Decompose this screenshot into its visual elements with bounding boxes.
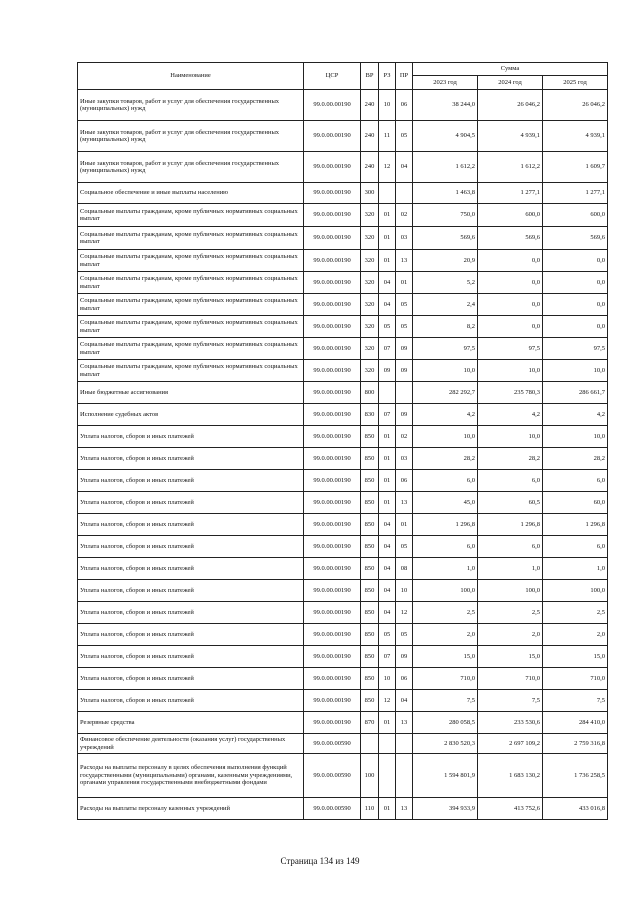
table-row (78, 426, 608, 448)
cell-name: Уплата налогов, сборов и иных платежей (78, 580, 304, 602)
cell-vr: 850 (361, 448, 379, 470)
cell-name: Резервные средства (78, 712, 304, 734)
cell-2024: 2,5 (478, 602, 543, 624)
table-row (78, 360, 608, 382)
cell-csr: 99.0.00.00590 (304, 754, 361, 798)
cell-2025: 10,0 (543, 426, 608, 448)
cell-name: Уплата налогов, сборов и иных платежей (78, 646, 304, 668)
table-row (78, 121, 608, 152)
cell-name: Уплата налогов, сборов и иных платежей (78, 448, 304, 470)
cell-csr: 99.0.00.00190 (304, 338, 361, 360)
cell-2023: 750,0 (413, 204, 478, 227)
cell-pr: 13 (396, 798, 413, 820)
cell-pr: 13 (396, 712, 413, 734)
cell-vr: 850 (361, 668, 379, 690)
cell-2024: 4 939,1 (478, 121, 543, 152)
cell-vr: 240 (361, 121, 379, 152)
cell-rz (379, 382, 396, 404)
table-row (78, 404, 608, 426)
cell-2024: 97,5 (478, 338, 543, 360)
cell-name: Уплата налогов, сборов и иных платежей (78, 668, 304, 690)
cell-csr: 99.0.00.00190 (304, 152, 361, 183)
cell-2025: 2,0 (543, 624, 608, 646)
cell-vr: 320 (361, 227, 379, 250)
table-row (78, 798, 608, 820)
cell-2023: 394 933,9 (413, 798, 478, 820)
header-pr: ПР (396, 63, 413, 90)
cell-vr: 240 (361, 152, 379, 183)
cell-vr: 850 (361, 492, 379, 514)
cell-csr: 99.0.00.00190 (304, 470, 361, 492)
cell-2024: 7,5 (478, 690, 543, 712)
cell-2025: 4 939,1 (543, 121, 608, 152)
cell-csr: 99.0.00.00190 (304, 690, 361, 712)
cell-csr: 99.0.00.00190 (304, 558, 361, 580)
cell-2024: 233 530,6 (478, 712, 543, 734)
cell-rz: 04 (379, 514, 396, 536)
cell-2023: 20,9 (413, 250, 478, 272)
cell-2024: 60,5 (478, 492, 543, 514)
cell-csr: 99.0.00.00190 (304, 360, 361, 382)
cell-pr: 09 (396, 646, 413, 668)
cell-2024: 1 612,2 (478, 152, 543, 183)
cell-rz: 04 (379, 536, 396, 558)
cell-2025: 1 296,8 (543, 514, 608, 536)
cell-rz: 12 (379, 152, 396, 183)
table-row (78, 448, 608, 470)
cell-2023: 8,2 (413, 316, 478, 338)
cell-vr: 850 (361, 558, 379, 580)
cell-csr: 99.0.00.00190 (304, 204, 361, 227)
cell-2023: 280 058,5 (413, 712, 478, 734)
cell-vr: 850 (361, 602, 379, 624)
cell-2024: 6,0 (478, 536, 543, 558)
cell-2025: 6,0 (543, 536, 608, 558)
cell-csr: 99.0.00.00590 (304, 798, 361, 820)
cell-2024: 10,0 (478, 360, 543, 382)
cell-2024: 15,0 (478, 646, 543, 668)
table-row (78, 470, 608, 492)
table-row (78, 712, 608, 734)
cell-2023: 282 292,7 (413, 382, 478, 404)
cell-pr: 09 (396, 360, 413, 382)
cell-2023: 100,0 (413, 580, 478, 602)
cell-rz: 01 (379, 227, 396, 250)
table-row (78, 690, 608, 712)
cell-name: Уплата налогов, сборов и иных платежей (78, 602, 304, 624)
cell-pr: 05 (396, 316, 413, 338)
cell-rz: 12 (379, 690, 396, 712)
cell-rz: 01 (379, 250, 396, 272)
cell-2025: 97,5 (543, 338, 608, 360)
cell-2025: 60,0 (543, 492, 608, 514)
cell-pr: 08 (396, 558, 413, 580)
cell-2024: 100,0 (478, 580, 543, 602)
cell-2023: 2,4 (413, 294, 478, 316)
cell-csr: 99.0.00.00190 (304, 646, 361, 668)
cell-2024: 2 697 109,2 (478, 734, 543, 754)
cell-name: Иные бюджетные ассигнования (78, 382, 304, 404)
cell-vr: 100 (361, 754, 379, 798)
cell-2023: 569,6 (413, 227, 478, 250)
cell-pr: 01 (396, 514, 413, 536)
cell-vr: 850 (361, 426, 379, 448)
cell-2023: 4 904,5 (413, 121, 478, 152)
cell-2025: 1 277,1 (543, 183, 608, 204)
cell-pr: 05 (396, 121, 413, 152)
cell-vr: 300 (361, 183, 379, 204)
cell-csr: 99.0.00.00190 (304, 227, 361, 250)
cell-rz (379, 754, 396, 798)
cell-vr: 850 (361, 624, 379, 646)
cell-name: Иные закупки товаров, работ и услуг для обеспечения государственных (муниципальных) нужд (78, 152, 304, 183)
cell-2024: 569,6 (478, 227, 543, 250)
cell-vr: 320 (361, 316, 379, 338)
cell-rz: 10 (379, 90, 396, 121)
cell-rz (379, 183, 396, 204)
cell-csr: 99.0.00.00190 (304, 536, 361, 558)
cell-vr: 320 (361, 204, 379, 227)
cell-name: Социальные выплаты гражданам, кроме публичных нормативных социальных выплат (78, 227, 304, 250)
cell-2025: 1,0 (543, 558, 608, 580)
header-vr: ВР (361, 63, 379, 90)
cell-pr: 05 (396, 536, 413, 558)
cell-rz: 09 (379, 360, 396, 382)
cell-csr: 99.0.00.00190 (304, 121, 361, 152)
table-row (78, 316, 608, 338)
cell-2024: 0,0 (478, 316, 543, 338)
cell-2025: 26 046,2 (543, 90, 608, 121)
cell-2025: 0,0 (543, 294, 608, 316)
table-row (78, 294, 608, 316)
header-name: Наименование (78, 63, 304, 90)
cell-2023: 6,0 (413, 470, 478, 492)
cell-vr: 850 (361, 514, 379, 536)
cell-2023: 4,2 (413, 404, 478, 426)
cell-2025: 0,0 (543, 316, 608, 338)
header-year-2023: 2023 год (413, 76, 478, 90)
cell-rz: 01 (379, 204, 396, 227)
table-row (78, 382, 608, 404)
cell-2024: 1 296,8 (478, 514, 543, 536)
cell-pr: 13 (396, 250, 413, 272)
cell-pr: 12 (396, 602, 413, 624)
cell-vr: 320 (361, 360, 379, 382)
cell-2023: 1,0 (413, 558, 478, 580)
cell-2023: 2,5 (413, 602, 478, 624)
header-year-2025: 2025 год (543, 76, 608, 90)
cell-vr: 850 (361, 470, 379, 492)
cell-rz: 07 (379, 646, 396, 668)
cell-2023: 1 296,8 (413, 514, 478, 536)
cell-csr: 99.0.00.00190 (304, 448, 361, 470)
cell-pr: 13 (396, 492, 413, 514)
cell-pr: 06 (396, 90, 413, 121)
cell-csr: 99.0.00.00190 (304, 492, 361, 514)
cell-csr: 99.0.00.00190 (304, 602, 361, 624)
cell-rz: 04 (379, 580, 396, 602)
cell-name: Уплата налогов, сборов и иных платежей (78, 514, 304, 536)
cell-vr: 110 (361, 798, 379, 820)
cell-rz: 01 (379, 448, 396, 470)
cell-name: Исполнение судебных актов (78, 404, 304, 426)
cell-name: Социальные выплаты гражданам, кроме публичных нормативных социальных выплат (78, 360, 304, 382)
table-row (78, 90, 608, 121)
table-row (78, 602, 608, 624)
cell-2023: 97,5 (413, 338, 478, 360)
cell-2023: 5,2 (413, 272, 478, 294)
cell-pr: 06 (396, 668, 413, 690)
cell-2025: 284 410,0 (543, 712, 608, 734)
page-number: Страница 134 из 149 (280, 856, 360, 866)
header-rz: РЗ (379, 63, 396, 90)
cell-2025: 1 736 258,5 (543, 754, 608, 798)
cell-2023: 1 594 801,9 (413, 754, 478, 798)
cell-name: Уплата налогов, сборов и иных платежей (78, 624, 304, 646)
cell-2024: 1 277,1 (478, 183, 543, 204)
cell-pr: 01 (396, 272, 413, 294)
cell-2023: 2 830 520,3 (413, 734, 478, 754)
cell-2025: 433 016,8 (543, 798, 608, 820)
cell-2025: 10,0 (543, 360, 608, 382)
table-row (78, 204, 608, 227)
cell-pr (396, 183, 413, 204)
cell-rz: 04 (379, 558, 396, 580)
cell-vr: 870 (361, 712, 379, 734)
cell-2023: 10,0 (413, 360, 478, 382)
cell-csr: 99.0.00.00190 (304, 250, 361, 272)
cell-rz: 04 (379, 272, 396, 294)
cell-rz: 07 (379, 404, 396, 426)
cell-2024: 0,0 (478, 294, 543, 316)
cell-2024: 4,2 (478, 404, 543, 426)
table-row (78, 338, 608, 360)
cell-csr: 99.0.00.00590 (304, 734, 361, 754)
cell-2025: 100,0 (543, 580, 608, 602)
cell-name: Уплата налогов, сборов и иных платежей (78, 470, 304, 492)
cell-2024: 235 780,3 (478, 382, 543, 404)
cell-2025: 1 609,7 (543, 152, 608, 183)
cell-pr: 04 (396, 152, 413, 183)
cell-pr: 06 (396, 470, 413, 492)
cell-name: Расходы на выплаты персоналу казенных учреждений (78, 798, 304, 820)
cell-2025: 4,2 (543, 404, 608, 426)
cell-2023: 710,0 (413, 668, 478, 690)
cell-2025: 28,2 (543, 448, 608, 470)
cell-csr: 99.0.00.00190 (304, 382, 361, 404)
table-row (78, 227, 608, 250)
cell-vr: 850 (361, 646, 379, 668)
cell-name: Социальные выплаты гражданам, кроме публичных нормативных социальных выплат (78, 250, 304, 272)
table-row (78, 183, 608, 204)
table-row (78, 646, 608, 668)
cell-name: Уплата налогов, сборов и иных платежей (78, 426, 304, 448)
cell-vr: 850 (361, 690, 379, 712)
cell-name: Уплата налогов, сборов и иных платежей (78, 492, 304, 514)
header-csr: ЦСР (304, 63, 361, 90)
cell-2025: 15,0 (543, 646, 608, 668)
table-row (78, 558, 608, 580)
cell-2023: 10,0 (413, 426, 478, 448)
table-row (78, 514, 608, 536)
cell-name: Социальные выплаты гражданам, кроме публичных нормативных социальных выплат (78, 338, 304, 360)
cell-pr (396, 734, 413, 754)
cell-2023: 38 244,0 (413, 90, 478, 121)
cell-vr: 800 (361, 382, 379, 404)
table-row (78, 492, 608, 514)
cell-pr (396, 382, 413, 404)
table-row (78, 536, 608, 558)
cell-csr: 99.0.00.00190 (304, 272, 361, 294)
cell-2024: 600,0 (478, 204, 543, 227)
cell-2025: 0,0 (543, 250, 608, 272)
cell-2025: 2 759 316,8 (543, 734, 608, 754)
cell-csr: 99.0.00.00190 (304, 580, 361, 602)
cell-name: Социальные выплаты гражданам, кроме публичных нормативных социальных выплат (78, 272, 304, 294)
table-row (78, 250, 608, 272)
cell-rz: 07 (379, 338, 396, 360)
cell-csr: 99.0.00.00190 (304, 514, 361, 536)
cell-vr: 320 (361, 272, 379, 294)
cell-pr: 03 (396, 448, 413, 470)
cell-pr: 02 (396, 426, 413, 448)
cell-name: Социальные выплаты гражданам, кроме публичных нормативных социальных выплат (78, 316, 304, 338)
cell-pr: 02 (396, 204, 413, 227)
header-year-2024: 2024 год (478, 76, 543, 90)
cell-name: Иные закупки товаров, работ и услуг для обеспечения государственных (муниципальных) нужд (78, 90, 304, 121)
cell-vr: 240 (361, 90, 379, 121)
table-row (78, 580, 608, 602)
cell-2025: 569,6 (543, 227, 608, 250)
cell-name: Социальные выплаты гражданам, кроме публичных нормативных социальных выплат (78, 294, 304, 316)
cell-pr: 04 (396, 690, 413, 712)
table-row (78, 152, 608, 183)
cell-vr: 830 (361, 404, 379, 426)
cell-csr: 99.0.00.00190 (304, 316, 361, 338)
cell-2025: 600,0 (543, 204, 608, 227)
cell-2023: 6,0 (413, 536, 478, 558)
cell-2024: 6,0 (478, 470, 543, 492)
cell-vr: 850 (361, 580, 379, 602)
cell-2023: 7,5 (413, 690, 478, 712)
cell-vr: 850 (361, 536, 379, 558)
cell-csr: 99.0.00.00190 (304, 668, 361, 690)
cell-2025: 6,0 (543, 470, 608, 492)
cell-2024: 0,0 (478, 250, 543, 272)
cell-2023: 1 612,2 (413, 152, 478, 183)
cell-rz: 04 (379, 602, 396, 624)
cell-vr (361, 734, 379, 754)
cell-rz: 01 (379, 712, 396, 734)
cell-pr: 05 (396, 624, 413, 646)
cell-2023: 45,0 (413, 492, 478, 514)
cell-name: Финансовое обеспечение деятельности (оказания услуг) государственных учреждений (78, 734, 304, 754)
cell-2025: 0,0 (543, 272, 608, 294)
cell-2024: 28,2 (478, 448, 543, 470)
cell-vr: 320 (361, 250, 379, 272)
cell-2024: 2,0 (478, 624, 543, 646)
table-row (78, 734, 608, 754)
cell-2025: 2,5 (543, 602, 608, 624)
cell-csr: 99.0.00.00190 (304, 90, 361, 121)
cell-pr: 09 (396, 404, 413, 426)
cell-csr: 99.0.00.00190 (304, 624, 361, 646)
cell-rz: 01 (379, 426, 396, 448)
cell-2024: 413 752,6 (478, 798, 543, 820)
cell-vr: 320 (361, 338, 379, 360)
table-row (78, 624, 608, 646)
cell-name: Иные закупки товаров, работ и услуг для обеспечения государственных (муниципальных) нужд (78, 121, 304, 152)
cell-rz: 04 (379, 294, 396, 316)
cell-2024: 26 046,2 (478, 90, 543, 121)
cell-2023: 1 463,8 (413, 183, 478, 204)
cell-rz: 01 (379, 798, 396, 820)
cell-2023: 28,2 (413, 448, 478, 470)
cell-2024: 0,0 (478, 272, 543, 294)
cell-vr: 320 (361, 294, 379, 316)
budget-table (77, 62, 608, 820)
cell-pr: 10 (396, 580, 413, 602)
cell-pr: 03 (396, 227, 413, 250)
cell-name: Расходы на выплаты персоналу в целях обеспечения выполнения функций государственными (муниципальными) органами, казенными учреждениями, органами управления государственными внебюджетными фондами (78, 754, 304, 798)
cell-2024: 1,0 (478, 558, 543, 580)
cell-name: Социальное обеспечение и иные выплаты населению (78, 183, 304, 204)
cell-2024: 10,0 (478, 426, 543, 448)
cell-csr: 99.0.00.00190 (304, 183, 361, 204)
cell-csr: 99.0.00.00190 (304, 294, 361, 316)
cell-rz (379, 734, 396, 754)
cell-rz: 01 (379, 470, 396, 492)
cell-pr: 09 (396, 338, 413, 360)
cell-2024: 1 683 130,2 (478, 754, 543, 798)
table-row (78, 272, 608, 294)
cell-rz: 11 (379, 121, 396, 152)
cell-2023: 2,0 (413, 624, 478, 646)
cell-csr: 99.0.00.00190 (304, 404, 361, 426)
cell-rz: 05 (379, 316, 396, 338)
cell-pr (396, 754, 413, 798)
cell-rz: 01 (379, 492, 396, 514)
cell-pr: 05 (396, 294, 413, 316)
cell-csr: 99.0.00.00190 (304, 712, 361, 734)
header-sum: Сумма (413, 63, 608, 76)
cell-2025: 286 661,7 (543, 382, 608, 404)
table-row (78, 668, 608, 690)
cell-2024: 710,0 (478, 668, 543, 690)
cell-name: Уплата налогов, сборов и иных платежей (78, 558, 304, 580)
cell-rz: 10 (379, 668, 396, 690)
cell-csr: 99.0.00.00190 (304, 426, 361, 448)
table-row (78, 754, 608, 798)
cell-name: Уплата налогов, сборов и иных платежей (78, 690, 304, 712)
cell-rz: 05 (379, 624, 396, 646)
cell-name: Уплата налогов, сборов и иных платежей (78, 536, 304, 558)
cell-2023: 15,0 (413, 646, 478, 668)
cell-2025: 710,0 (543, 668, 608, 690)
cell-name: Социальные выплаты гражданам, кроме публичных нормативных социальных выплат (78, 204, 304, 227)
cell-2025: 7,5 (543, 690, 608, 712)
